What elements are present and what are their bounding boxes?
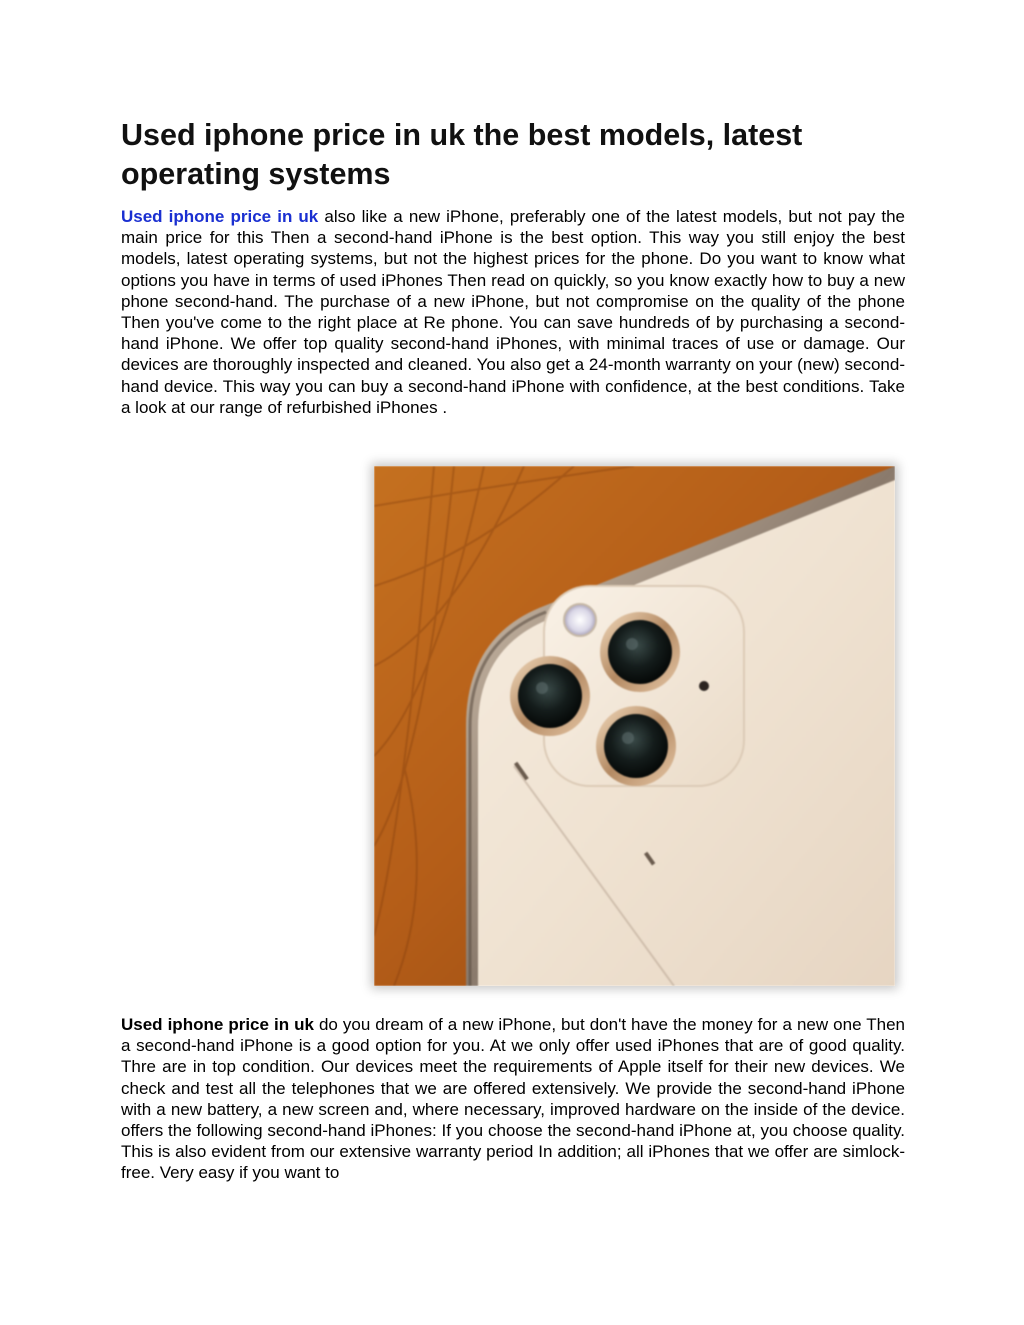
keyword-link[interactable]: Used iphone price in uk xyxy=(121,207,319,226)
second-paragraph-text: do you dream of a new iPhone, but don't have the money for a new one Then a second-hand iPhone is a good option for you. At we only offer used iPhones that are of good quality. Thre are in top condition. Our devices meet the requirements of Apple itself for their new devices. We check and test all the telephones that we are offered extensively. We provide the second-hand iPhone with a new battery, a new screen and, where necessary, improved hardware on the inside of the device. offers the following second-hand iPhones: If you choose the second-hand iPhone at, you choose quality. This is also evident from our extensive warranty period In addition; all iPhones that we offer are simlock-free. Very easy if you want to xyxy=(121,1015,905,1183)
intro-paragraph xyxy=(121,206,905,418)
iphone-camera-illustration xyxy=(374,466,895,986)
intro-paragraph-text: also like a new iPhone, preferably one of the latest models, but not pay the main price for this Then a second-hand iPhone is the best option. This way you still enjoy the best models, latest operating systems, but not the highest prices for the phone. Do you want to know what options you have in terms of used iPhones Then read on quickly, so you know exactly how to buy a new phone second-hand. The purchase of a new iPhone, but not compromise on the quality of the phone Then you've come to the right place at Re phone. You can save hundreds of by purchasing a second-hand iPhone. We offer top quality second-hand iPhones, with minimal traces of use or damage. Our devices are thoroughly inspected and cleaned. You also get a 24-month warranty on your (new) second-hand device. This way you can buy a second-hand iPhone with confidence, at the best conditions. Take a look at our range of refurbished iPhones . xyxy=(121,207,905,417)
article-title: Used iphone price in uk the best models, latest operating systems xyxy=(121,118,803,191)
second-paragraph xyxy=(121,1014,905,1184)
iphone-camera-photo xyxy=(374,466,895,986)
keyword-bold: Used iphone price in uk xyxy=(121,1015,314,1034)
